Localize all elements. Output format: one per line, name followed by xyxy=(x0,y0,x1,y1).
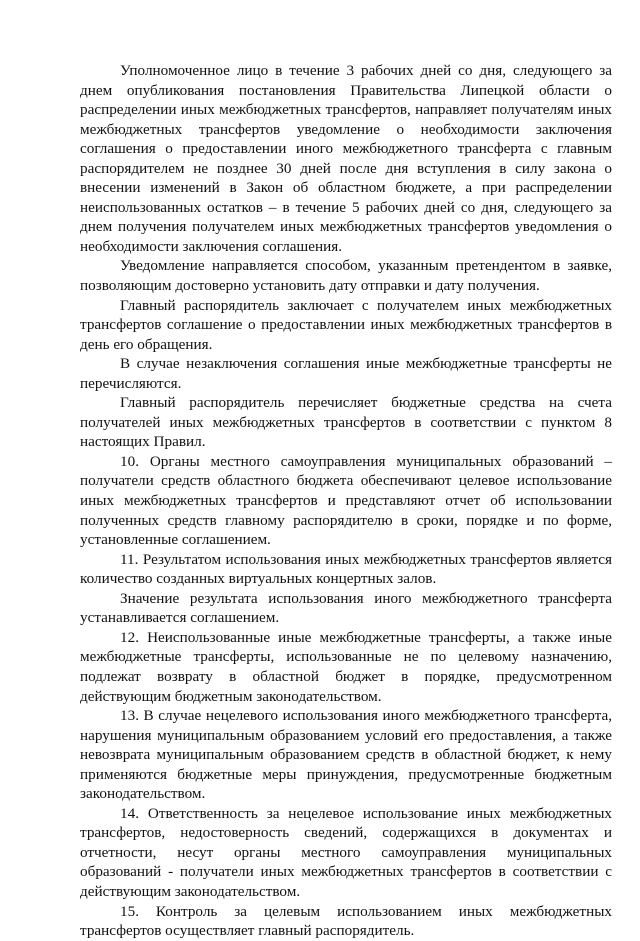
paragraph-item-10: 10. Органы местного самоуправления муниципальных образований – получатели средств областного бюджета обеспечивают целевое использование иных межбюджетных трансфертов и представляют отчет об использовании полученных средств главному распорядителю в сроки, порядке и по форме, установленные соглашением. xyxy=(80,452,612,549)
paragraph-result-value: Значение результата использования иного межбюджетного трансферта устанавливается соглашением. xyxy=(80,589,612,627)
paragraph-item-14: 14. Ответственность за нецелевое использование иных межбюджетных трансфертов, недостоверность сведений, содержащихся в документах и отчетности, несут органы местного самоуправления муниципальных образований - получатели иных межбюджетных трансфертов в соответствии с действующим законодательством. xyxy=(80,804,612,900)
paragraph-item-13: 13. В случае нецелевого использования иного межбюджетного трансферта, нарушения муниципальным образованием условий его предоставления, а также невозврата муниципальным образованием средств в областной бюджет, к нему применяются бюджетные меры принуждения, предусмотренные бюджетным законодательством. xyxy=(80,707,612,803)
paragraph-funds-transfer: Главный распорядитель перечисляет бюджетные средства на счета получателей иных межбюджетных трансфертов в соответствии с пунктом 8 настоящих Правил. xyxy=(80,394,612,451)
paragraph-item-12: 12. Неиспользованные иные межбюджетные трансферты, а также иные межбюджетные трансферты, использованные не по целевому назначению, подлежат возврату в областной бюджет в порядке, предусмотренном действующим бюджетным законодательством. xyxy=(80,628,612,705)
paragraph-agreement-conclusion: Главный распорядитель заключает с получателем иных межбюджетных трансфертов соглашение о предоставлении иных межбюджетных трансфертов в день его обращения. xyxy=(80,296,612,353)
paragraph-notification-procedure: Уполномоченное лицо в течение 3 рабочих дней со дня, следующего за днем опубликования постановления Правительства Липецкой области о распределении иных межбюджетных трансфертов, направляет получателям иных межбюджетных трансфертов уведомление о необходимости заключения соглашения о предоставлении иного межбюджетного трансферта с главным распорядителем не позднее 30 дней после дня вступления в силу закона о внесении изменений в Закон об областном бюджете, а при распределении неиспользованных остатков – в течение 5 рабочих дней со дня, следующего за днем получения получателем иных межбюджетных трансфертов уведомления о необходимости заключения соглашения. xyxy=(80,62,612,255)
paragraph-no-agreement: В случае незаключения соглашения иные межбюджетные трансферты не перечисляются. xyxy=(80,355,612,392)
document-body xyxy=(80,61,612,941)
paragraph-item-15: 15. Контроль за целевым использованием иных межбюджетных трансфертов осуществляет главный распорядитель. xyxy=(80,902,612,940)
paragraph-notification-method: Уведомление направляется способом, указанным претендентом в заявке, позволяющим достоверно установить дату отправки и дату получения. xyxy=(80,257,612,295)
paragraph-item-11: 11. Результатом использования иных межбюджетных трансфертов является количество созданных виртуальных концертных залов. xyxy=(80,550,612,588)
